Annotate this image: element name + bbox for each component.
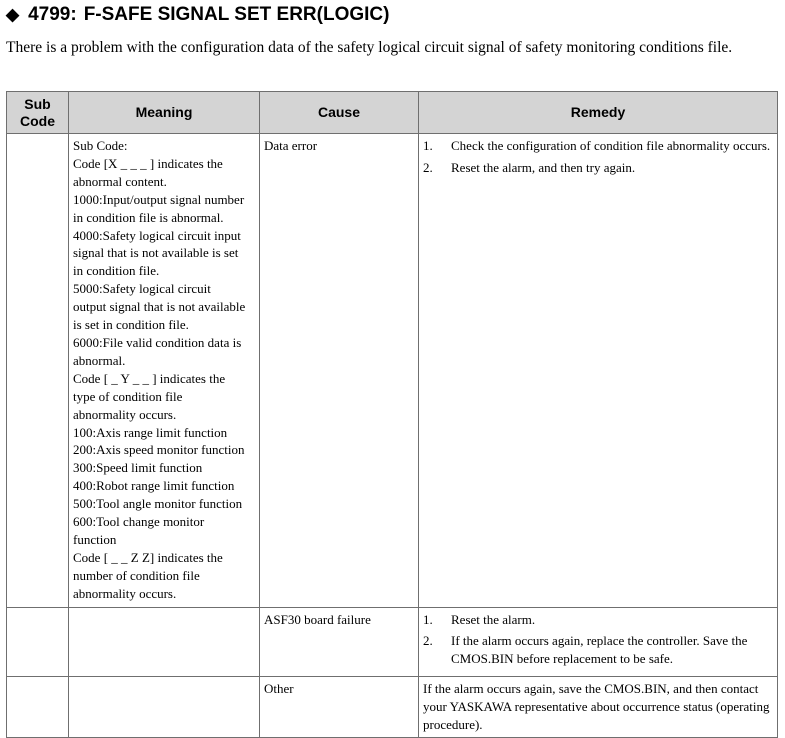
remedy-cell bbox=[419, 607, 778, 677]
meaning-line: Code [ _ _ Z Z] indicates the bbox=[73, 549, 223, 565]
meaning-line: 4000:Safety logical circuit input bbox=[73, 227, 241, 243]
meaning-line: 5000:Safety logical circuit bbox=[73, 281, 211, 297]
step-number: 1. bbox=[423, 138, 433, 153]
header-remedy: Remedy bbox=[419, 92, 778, 134]
step-number: 2. bbox=[423, 159, 433, 175]
cause-cell bbox=[260, 677, 419, 738]
step-text: Reset the alarm, and then try again. bbox=[451, 159, 636, 175]
step-number: 1. bbox=[423, 611, 433, 627]
remedy-steps bbox=[423, 137, 775, 177]
sub-code-cell bbox=[7, 134, 69, 608]
header-sub-code bbox=[7, 92, 69, 134]
meaning-line: number of condition file bbox=[73, 567, 200, 583]
meaning-line: 400:Robot range limit function bbox=[73, 478, 235, 494]
meaning-line: output signal that is not available bbox=[73, 299, 246, 315]
alarm-table bbox=[6, 91, 778, 738]
header-meaning: Meaning bbox=[69, 92, 260, 134]
header-sub-code-label: Sub Code bbox=[20, 95, 55, 129]
meaning-cell bbox=[69, 607, 260, 677]
table-row bbox=[7, 677, 778, 738]
meaning-line: 200:Axis speed monitor function bbox=[73, 442, 245, 458]
remedy-steps bbox=[423, 611, 775, 669]
sub-code-cell bbox=[7, 607, 69, 677]
meaning-text bbox=[69, 134, 259, 607]
remedy-step bbox=[423, 137, 775, 155]
meaning-line: 500:Tool angle monitor function bbox=[73, 496, 243, 512]
alarm-name: F-SAFE SIGNAL SET ERR(LOGIC) bbox=[83, 4, 390, 25]
alarm-description: There is a problem with the configuration data of the safety logical circuit signal of safety monitoring conditions file. bbox=[6, 39, 733, 56]
table-row bbox=[7, 607, 778, 677]
header-cause: Cause bbox=[260, 92, 419, 134]
alarm-number: 4799: bbox=[28, 4, 77, 25]
meaning-line: Code [X _ _ _ ] indicates the bbox=[73, 155, 223, 171]
meaning-line: 6000:File valid condition data is bbox=[73, 334, 242, 350]
diamond-bullet-icon: ◆ bbox=[6, 5, 20, 24]
meaning-line: Code [ _ Y _ _ ] indicates the bbox=[73, 370, 226, 386]
meaning-line: 100:Axis range limit function bbox=[73, 424, 228, 440]
meaning-line: in condition file is abnormal. bbox=[73, 209, 224, 225]
meaning-line: in condition file. bbox=[73, 263, 160, 279]
meaning-line: 300:Speed limit function bbox=[73, 460, 203, 476]
meaning-line: 1000:Input/output signal number bbox=[73, 191, 245, 207]
cause-text: ASF30 board failure bbox=[264, 611, 371, 627]
sub-code-cell bbox=[7, 677, 69, 738]
meaning-line: type of condition file bbox=[73, 388, 183, 404]
cause-text: Other bbox=[264, 681, 294, 697]
remedy-cell bbox=[419, 677, 778, 738]
meaning-cell bbox=[69, 134, 260, 608]
table-header-row bbox=[7, 92, 778, 134]
remedy-text: If the alarm occurs again, save the CMOS.BIN, and then contact your YASKAWA representative about occurrence status (operating procedure). bbox=[423, 681, 770, 733]
cause-cell bbox=[260, 607, 419, 677]
meaning-line: abnormal content. bbox=[73, 173, 167, 189]
step-text: Reset the alarm. bbox=[451, 611, 536, 627]
remedy-cell bbox=[419, 134, 778, 608]
remedy-step bbox=[423, 632, 775, 668]
meaning-line: abnormal. bbox=[73, 352, 126, 368]
alarm-heading bbox=[6, 2, 389, 28]
step-number: 2. bbox=[423, 633, 433, 649]
meaning-line: abnormality occurs. bbox=[73, 406, 177, 422]
cause-text: Data error bbox=[264, 138, 318, 153]
step-text: If the alarm occurs again, replace the controller. Save the CMOS.BIN before replacement to be safe. bbox=[451, 633, 748, 667]
remedy-step bbox=[423, 611, 775, 629]
meaning-line: is set in condition file. bbox=[73, 317, 189, 333]
meaning-cell bbox=[69, 677, 260, 738]
meaning-line: abnormality occurs. bbox=[73, 585, 177, 601]
meaning-line: signal that is not available is set bbox=[73, 245, 239, 261]
step-text: Check the configuration of condition file abnormality occurs. bbox=[451, 138, 771, 153]
meaning-line: 600:Tool change monitor bbox=[73, 514, 205, 530]
table-row bbox=[7, 134, 778, 608]
meaning-line: function bbox=[73, 531, 117, 547]
meaning-line: Sub Code: bbox=[73, 138, 128, 153]
remedy-step bbox=[423, 159, 775, 177]
cause-cell bbox=[260, 134, 419, 608]
